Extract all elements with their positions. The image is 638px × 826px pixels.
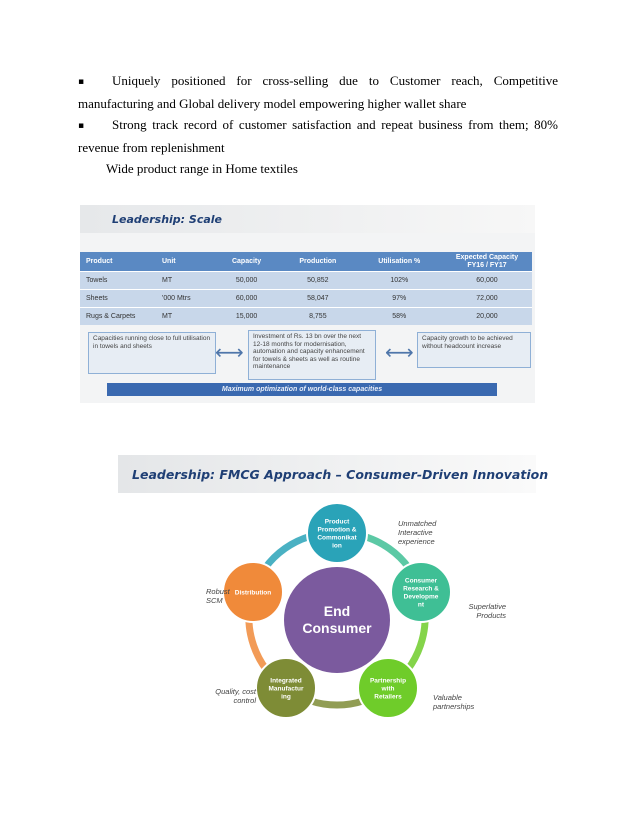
table-cell: 15,000	[214, 308, 279, 326]
table-header-row	[80, 252, 532, 272]
plain-line: Wide product range in Home textiles	[106, 161, 298, 176]
table-cell: 58%	[357, 308, 442, 326]
cycle-node-label: ing	[281, 693, 291, 701]
label-quality: Quality, cost control	[215, 687, 256, 705]
cycle-node-label: Integrated	[270, 677, 302, 685]
fmcg-slide	[118, 455, 549, 725]
table-cell: '000 Mtrs	[156, 290, 214, 308]
table-cell: 8,755	[279, 308, 356, 326]
bullet-paragraph-2	[78, 114, 558, 159]
label-valuable: Valuable partnerships	[433, 693, 475, 711]
cycle-node-label: Research &	[403, 585, 439, 593]
cycle-node-label: Consumer	[404, 577, 438, 585]
capacity-growth-note-box: Capacity growth to be achieved without headcount increase	[417, 332, 531, 368]
table-row	[80, 272, 532, 290]
table-header: Unit	[156, 252, 214, 272]
cycle-node-label: Commonikat	[317, 534, 357, 542]
table-header: Capacity	[214, 252, 279, 272]
table-cell: Rugs & Carpets	[80, 308, 156, 326]
label-superlative: Superlative Products	[468, 602, 506, 620]
table-cell: 97%	[357, 290, 442, 308]
bullet-text-1: Uniquely positioned for cross-selling due to Customer reach, Competitive manufacturing and Global delivery model empowering higher wallet share	[78, 73, 558, 111]
table-header: Production	[279, 252, 356, 272]
label-unmatched: Unmatched Interactive experience	[398, 519, 437, 546]
square-bullet-icon: ▪	[78, 121, 85, 131]
label-robust: Robust SCM	[206, 587, 230, 605]
cycle-node-label: Developme	[403, 593, 439, 601]
table-header: Product	[80, 252, 156, 272]
table-cell: MT	[156, 272, 214, 290]
cycle-node-label: Product	[324, 518, 350, 526]
cycle-node-label: Promotion &	[317, 526, 357, 534]
double-arrow-icon: ⟷	[385, 340, 414, 364]
scale-slide-title: Leadership: Scale	[112, 213, 222, 226]
end-consumer-label: Consumer	[302, 620, 372, 636]
investment-note-box: Investment of Rs. 13 bn over the next 12-18 months for modernisation, automation and capacity enhancement for towels & sheets as well as routine maintenance	[248, 330, 376, 380]
table-cell: 60,000	[442, 272, 532, 290]
cycle-node-label: Partnership	[369, 677, 407, 685]
cycle-node-label: with	[381, 685, 395, 693]
table-cell: 102%	[357, 272, 442, 290]
table-cell: MT	[156, 308, 214, 326]
cycle-node-label: Manufactur	[268, 685, 304, 693]
double-arrow-icon: ⟷	[215, 340, 244, 364]
cycle-node-label: nt	[417, 601, 425, 609]
table-row	[80, 308, 532, 326]
table-cell: 50,000	[214, 272, 279, 290]
table-header: Utilisation %	[357, 252, 442, 272]
scale-slide	[80, 205, 535, 403]
cycle-node-label: Distribution	[234, 589, 272, 597]
bullet-text-2: Strong track record of customer satisfaction and repeat business from them; 80% revenue from replenishment	[78, 117, 558, 155]
table-cell: Sheets	[80, 290, 156, 308]
cycle-node-label: Retailers	[374, 693, 402, 701]
square-bullet-icon: ▪	[78, 77, 85, 87]
cycle-node-label: ion	[332, 542, 342, 550]
table-cell: 60,000	[214, 290, 279, 308]
table-cell: 72,000	[442, 290, 532, 308]
fmcg-slide-title: Leadership: FMCG Approach – Consumer-Driven Innovation	[132, 467, 549, 482]
table-cell: Towels	[80, 272, 156, 290]
scale-slide-footer: Maximum optimization of world-class capacities	[107, 383, 497, 396]
table-row	[80, 290, 532, 308]
table-cell: 20,000	[442, 308, 532, 326]
table-header: Expected Capacity FY16 / FY17	[442, 252, 532, 272]
end-consumer-label: End	[323, 603, 351, 619]
table-cell: 50,852	[279, 272, 356, 290]
consumer-cycle-diagram	[118, 455, 538, 725]
capacity-table	[80, 252, 532, 325]
utilisation-note-box: Capacities running close to full utilisation in towels and sheets	[88, 332, 216, 374]
table-cell: 58,047	[279, 290, 356, 308]
bullet-paragraph-1	[78, 70, 558, 115]
